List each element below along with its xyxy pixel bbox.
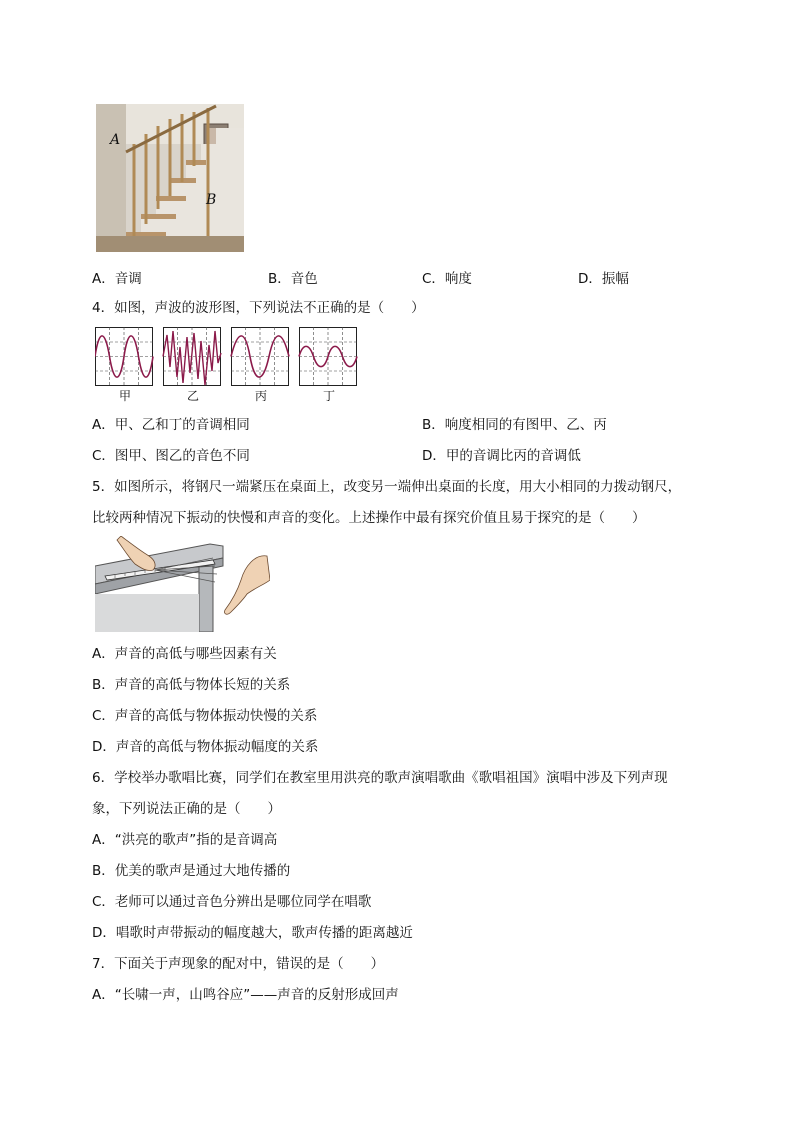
q7-option-a[interactable]: A．“长啸一声，山鸣谷应”——声音的反射形成回声 [92,987,399,1003]
q5-stem-line2: 比较两种情况下振动的快慢和声音的变化。上述操作中最有探究价值且易于探究的是（ ） [92,510,646,526]
q6-option-c[interactable]: C．老师可以通过音色分辨出是哪位同学在唱歌 [92,894,372,910]
figure-label-a: A [110,132,121,148]
q5-stem-line1: 5．如图所示，将钢尺一端紧压在桌面上，改变另一端伸出桌面的长度，用大小相同的力拨动钢尺， [92,479,682,495]
waveform-figure [95,326,365,408]
q3-option-a[interactable]: A．音调 [92,271,142,287]
q3-option-c[interactable]: C．响度 [422,271,472,287]
q6-option-a[interactable]: A．“洪亮的歌声”指的是音调高 [92,832,278,848]
staircase-photo [96,104,244,252]
wave-yi [163,327,221,386]
wave-bing [231,327,289,386]
wave-ding [299,327,357,386]
q7-stem: 7．下面关于声现象的配对中，错误的是（ ） [92,956,385,972]
q4-stem: 4．如图，声波的波形图，下列说法不正确的是（ ） [92,300,425,316]
q5-option-a[interactable]: A．声音的高低与哪些因素有关 [92,646,277,662]
wave-label-jia: 甲 [118,389,131,403]
q4-option-b[interactable]: B．响度相同的有图甲、乙、丙 [422,417,607,433]
wave-label-yi: 乙 [186,389,199,403]
ruler-desk-illustration [95,536,270,632]
figure-label-b: B [206,192,217,208]
wave-label-bing: 丙 [254,389,267,403]
q3-option-b[interactable]: B．音色 [268,271,318,287]
q6-stem-line1: 6．学校举办歌唱比赛，同学们在教室里用洪亮的歌声演唱歌曲《歌唱祖国》演唱中涉及下列声现 [92,770,668,786]
wave-label-ding: 丁 [322,389,335,403]
wave-jia [95,327,153,386]
q6-option-d[interactable]: D．唱歌时声带振动的幅度越大，歌声传播的距离越近 [92,925,413,941]
q4-option-a[interactable]: A．甲、乙和丁的音调相同 [92,417,250,433]
q6-option-b[interactable]: B．优美的歌声是通过大地传播的 [92,863,291,879]
q3-option-d[interactable]: D．振幅 [578,271,629,287]
q6-stem-line2: 象，下列说法正确的是（ ） [92,801,281,817]
q4-option-d[interactable]: D．甲的音调比丙的音调低 [422,448,581,464]
q4-option-c[interactable]: C．图甲、图乙的音色不同 [92,448,250,464]
q5-option-b[interactable]: B．声音的高低与物体长短的关系 [92,677,291,693]
q5-option-d[interactable]: D．声音的高低与物体振动幅度的关系 [92,739,319,755]
q5-option-c[interactable]: C．声音的高低与物体振动快慢的关系 [92,708,318,724]
